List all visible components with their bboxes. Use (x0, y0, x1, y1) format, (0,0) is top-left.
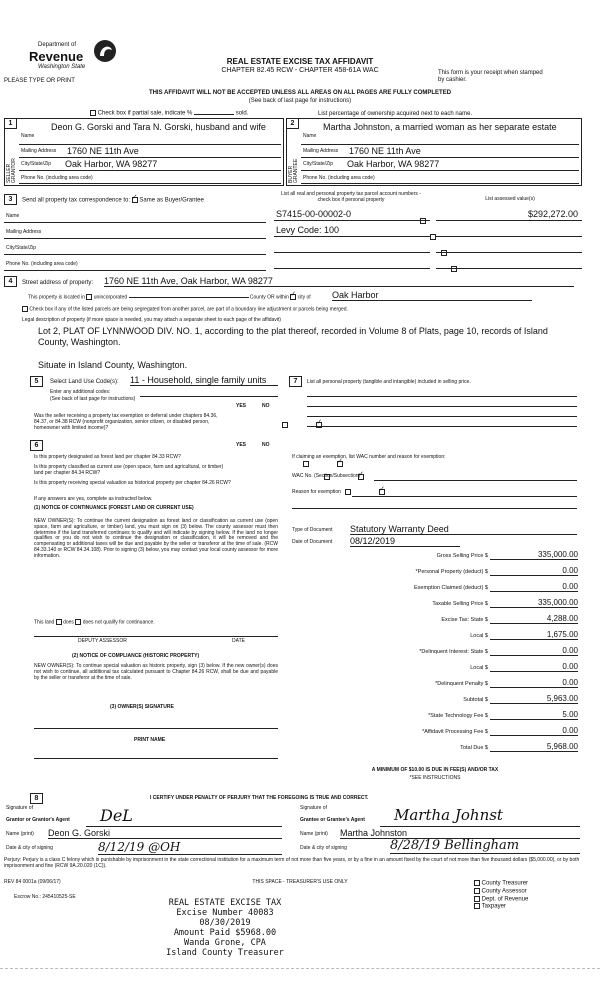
amount-label: Total Due $ (460, 745, 488, 751)
additional-codes-note: (See back of last page for instructions) (50, 396, 136, 402)
list-percentage: List percentage of ownership acquired next to each name. (318, 111, 473, 117)
amount-label: Taxable Selling Price $ (432, 601, 488, 607)
grantee-agent-label: Grantee or Grantee's Agent (300, 817, 365, 823)
amount-value[interactable]: 4,288.00 (490, 614, 578, 624)
exemption-yes-checkbox[interactable] (282, 422, 288, 428)
parcel-number[interactable]: S7415-00-00002-0 (276, 209, 352, 219)
amount-value[interactable]: 5,968.00 (490, 742, 578, 752)
legal-description[interactable]: Lot 2, PLAT OF LYNNWOOD DIV. NO. 1, according to the plat thereof, recorded in Volume 8 of Plats, page 10, records of Island County, Washington. (38, 326, 548, 347)
grantee-signature[interactable]: Martha Johnst (394, 806, 503, 824)
seller-phone-label: Phone No. (including area code) (21, 175, 93, 181)
amount-label: Subtotal $ (463, 697, 488, 703)
owner-signature-label: (3) OWNER(S) SIGNATURE (110, 704, 174, 710)
amount-value[interactable]: 0.00 (490, 566, 578, 576)
escrow-number: Escrow No.: 245410525-SE (14, 894, 76, 900)
grantor-name-label: Name (print) (6, 831, 34, 837)
notice1-title: (1) NOTICE OF CONTINUANCE (FOREST LAND OR CURRENT USE) (34, 505, 194, 511)
reason-label: Reason for exemption (292, 489, 341, 495)
receipt-note: This form is your receipt when stamped by cashier. (438, 70, 543, 84)
grantor-signature[interactable]: DeL (100, 806, 133, 825)
wac-label: WAC No. (Section/Subsection) (292, 473, 361, 479)
amount-value[interactable]: 0.00 (490, 662, 578, 672)
buyer-name[interactable]: Martha Johnston, a married woman as her separate estate (323, 122, 557, 132)
forest-yes-checkbox[interactable] (303, 461, 309, 467)
deputy-assessor-label: DEPUTY ASSESSOR (78, 638, 127, 644)
forest-question: Is this property designated as forest land per chapter 84.33 RCW? (34, 454, 181, 460)
deputy-date-label: DATE (232, 638, 245, 644)
amount-value[interactable]: 1,675.00 (490, 630, 578, 640)
amount-label: Excise Tax: State $ (441, 617, 488, 623)
certify-statement: I CERTIFY UNDER PENALTY OF PERJURY THAT THE FOREGOING IS TRUE AND CORRECT. (150, 795, 369, 801)
seller-city-label: City/State/Zip (21, 161, 52, 167)
s6-no: NO (262, 442, 270, 448)
grantee-name[interactable]: Martha Johnston (340, 828, 580, 839)
street-label: Street address of property: (22, 280, 94, 286)
copy-county-assessor[interactable]: County Assessor (474, 888, 528, 896)
partial-sale-checkbox[interactable] (90, 110, 96, 116)
personal-property-label: List all personal property (tangible and intangible) included in selling price. (307, 379, 471, 385)
doc-type[interactable]: Statutory Warranty Deed (350, 524, 577, 535)
s5-no: NO (262, 403, 270, 409)
amount-label: *Delinquent Interest: State $ (419, 649, 488, 655)
located-in: This property is located in unincorporated County OR within ✓ city of (28, 294, 311, 301)
print-name-label: PRINT NAME (134, 737, 166, 743)
amount-value[interactable]: 5,963.00 (490, 694, 578, 704)
form-title: REAL ESTATE EXCISE TAX AFFIDAVIT (226, 57, 374, 66)
buyer-mail-label: Mailing Address (303, 148, 339, 154)
amount-label: Local $ (470, 665, 488, 671)
legal-label: Legal description of property (if more space is needed, you may attach a separate sheet to each page of the affidavit) (22, 317, 281, 323)
parcel-header: List all real and personal property tax parcel account numbers - check box if personal property (281, 191, 421, 203)
section-8-number: 8 (30, 793, 43, 804)
legal-situate[interactable]: Situate in Island County, Washington. (38, 360, 188, 370)
buyer-city[interactable]: Oak Harbor, WA 98277 (347, 159, 440, 169)
revenue-swirl-icon (92, 38, 118, 64)
section-number: 2 (286, 118, 299, 129)
land-does-checkbox[interactable] (56, 619, 62, 625)
land-use-code[interactable]: 11 - Household, single family units (130, 375, 278, 386)
grantor-date-label: Date & city of signing (6, 845, 53, 851)
same-as-buyer-checkbox[interactable] (132, 197, 138, 203)
amount-label: *Delinquent Penalty $ (435, 681, 488, 687)
rev-number: REV 84 0001a (09/06/17) (4, 879, 61, 885)
amount-value[interactable]: 0.00 (490, 678, 578, 688)
grantee-sig-label: Signature of (300, 805, 327, 811)
assessed-header: List assessed value(s) (485, 196, 535, 202)
section-7-number: 7 (289, 376, 302, 387)
seller-side-label: SELLER GRANTOR (6, 158, 17, 183)
grantor-name[interactable]: Deon G. Gorski (48, 828, 282, 839)
seller-name-label: Name (21, 133, 35, 139)
form-chapter: CHAPTER 82.45 RCW - CHAPTER 458-61A WAC (221, 67, 379, 74)
seller-mail-label: Mailing Address (21, 148, 57, 154)
doc-date-label: Date of Document (292, 539, 333, 545)
seller-name[interactable]: Deon G. Gorski and Tara N. Gorski, husband and wife (51, 122, 266, 132)
seller-mail[interactable]: 1760 NE 11th Ave (67, 146, 139, 156)
see-back: (See back of last page for instructions) (248, 98, 352, 104)
segregated-checkbox[interactable] (22, 306, 28, 312)
section-2-buyer (286, 118, 582, 186)
forest-no-checkbox[interactable] (337, 461, 343, 467)
s6-yes: YES (236, 442, 247, 448)
please-type: PLEASE TYPE OR PRINT (4, 78, 75, 84)
buyer-side-label: BUYER GRANTEE (288, 158, 299, 183)
amount-value[interactable]: 335,000.00 (490, 598, 578, 608)
see-instructions: *SEE INSTRUCTIONS (409, 775, 461, 781)
section-1-seller (4, 118, 284, 186)
amount-label: *Personal Property (deduct) $ (415, 569, 488, 575)
logo-state: Washington State (38, 64, 86, 70)
amount-value[interactable]: 335,000.00 (490, 550, 578, 560)
amount-value[interactable]: 0.00 (490, 646, 578, 656)
copy-taxpayer[interactable]: Taxpayer (474, 903, 528, 911)
buyer-name-label: Name (303, 133, 317, 139)
amount-value[interactable]: 0.00 (490, 726, 578, 736)
corr-mail-label: Mailing Address (6, 229, 42, 235)
section-number: 1 (4, 118, 17, 129)
logo-revenue: Revenue (29, 49, 84, 64)
historic-no-checkbox[interactable] (379, 489, 385, 495)
grantor-sig-label: Signature of (6, 805, 33, 811)
amount-value[interactable]: 0.00 (490, 582, 578, 592)
notice1-body: NEW OWNER(S): To continue the current designation as forest land or classification as current use (open space, farm and agriculture, or timber) land, you must sign on (3) below. The county assessor must then determine if the land transferred continues to qualify and will indicate by signing below. If the land no longer qualifies or you do not wish to continue the designation or classification, it will be removed and the compensating or additional taxes will be due and payable by the seller or transferor at the time of sale. (RCW 84.33.140 or RCW 84.34.108). Prior to signing (3) below, you may contact your local county assessor for more information. (34, 518, 279, 559)
amount-label: Exemption Claimed (deduct) $ (414, 585, 488, 591)
amount-value[interactable]: 5.00 (490, 710, 578, 720)
land-qualify: This land does does not qualify for continuance. (34, 619, 155, 626)
historic-question: Is this property receiving special valuation as historical property per chapter 84.26 RCW? (34, 480, 231, 486)
amounts-table (290, 550, 580, 760)
treasurer-space: THIS SPACE - TREASURER'S USE ONLY (252, 879, 348, 885)
section-5-number: 5 (30, 376, 43, 387)
warning-line: THIS AFFIDAVIT WILL NOT BE ACCEPTED UNLESS ALL AREAS ON ALL PAGES ARE FULLY COMPLETED (148, 90, 452, 96)
buyer-phone-label: Phone No. (including area code) (303, 175, 375, 181)
grantor-agent-label: Grantor or Grantor's Agent (6, 817, 70, 823)
unincorporated-checkbox[interactable] (86, 294, 92, 300)
notice2-title: (2) NOTICE OF COMPLIANCE (HISTORIC PROPERTY) (72, 653, 200, 659)
partial-sale: Check box if partial sale, indicate % sold. (90, 110, 248, 118)
additional-codes: Enter any additional codes: (50, 389, 111, 395)
buyer-mail[interactable]: 1760 NE 11th Ave (349, 146, 421, 156)
notice2-body: NEW OWNER(S): To continue special valuation as historic property, sign (3) below. If the new owner(s) does not wish to continue, all additional tax calculated pursuant to Chapter 84.26 RCW, shall be due and payable by the seller or transferor at the time of sale. (34, 663, 278, 681)
revenue-logo (20, 36, 130, 80)
logo-dept: Department of (38, 42, 77, 48)
corr-city-label: City/State/Zip (6, 245, 37, 251)
segregated-note: Check box if any of the listed parcels are being segregated from another parcel, are part of a boundary line adjustment or parcels being merged. (22, 306, 348, 313)
send-correspondence: Send all property tax correspondence to: ✓ Same as Buyer/Grantee (22, 197, 204, 205)
copy-checklist (474, 880, 528, 911)
s5-yes: YES (236, 403, 247, 409)
minimum-fee: A MINIMUM OF $10.00 IS DUE IN FEE(S) AND/OR TAX (371, 767, 499, 773)
section-4-number: 4 (4, 276, 17, 287)
located-city[interactable]: Oak Harbor (332, 290, 532, 301)
amount-label: *State Technology Fee $ (428, 713, 488, 719)
land-does-not-checkbox[interactable] (75, 619, 81, 625)
amount-label: Gross Selling Price $ (436, 553, 488, 559)
street-address[interactable]: 1760 NE 11th Ave, Oak Harbor, WA 98277 (104, 276, 574, 287)
corr-name-label: Name (6, 213, 20, 219)
scan-edge (0, 968, 600, 969)
if-yes-note: If any answers are yes, complete as instructed below. (34, 496, 153, 502)
claiming-exemption: If claiming an exemption, list WAC number and reason for exemption: (292, 454, 446, 460)
levy-code[interactable]: Levy Code: 100 (276, 225, 340, 235)
buyer-city-label: City/State/Zip (303, 161, 334, 167)
corr-phone-label: Phone No. (including area code) (6, 261, 78, 267)
historic-yes-checkbox[interactable] (345, 489, 351, 495)
copy-county-treasurer[interactable]: County Treasurer (474, 880, 528, 888)
land-use-label: Select Land Use Code(s): (50, 379, 119, 385)
perjury-note: Perjury: Perjury is a class C felony which is punishable by imprisonment in the state correctional institution for a maximum term of not more than five years, or by a fine in an amount fixed by the court of not more than five thousand dollars ($5,000.00), or by both imprisonment and fine (RCW 9A.20.020 (1C)). (4, 857, 580, 869)
doc-date[interactable]: 08/12/2019 (350, 536, 460, 547)
exemption-question: Was the seller receiving a property tax exemption or deferral under chapters 84.36, 84.37, or 84.38 RCW (nonprofit organization, senior citizen, or disabled person, homeowner with limited income)? (34, 413, 218, 431)
amount-label: *Affidavit Processing Fee $ (422, 729, 488, 735)
current-use-question: Is this property classified as current use (open space, farm and agricultural, or timber) land per chapter 84.34 RCW? (34, 464, 224, 476)
grantee-date-label: Date & city of signing (300, 845, 347, 851)
section-6-number: 6 (30, 440, 43, 451)
grantee-date[interactable]: 8/28/19 Bellingham (390, 838, 580, 854)
section-3-number: 3 (4, 194, 17, 205)
within-city-checkbox[interactable] (290, 294, 296, 300)
amount-label: Local $ (470, 633, 488, 639)
treasurer-stamp: REAL ESTATE EXCISE TAX Excise Number 40083 08/30/2019 Amount Paid $5968.00 Wanda Grone, CPA Island County Treasurer (166, 898, 284, 958)
grantee-name-label: Name (print) (300, 831, 328, 837)
copy-dept-revenue[interactable]: Dept. of Revenue (474, 896, 528, 904)
assessed-value[interactable]: $292,272.00 (527, 209, 578, 219)
grantor-date[interactable]: 8/12/19 @OH (98, 840, 282, 855)
seller-city[interactable]: Oak Harbor, WA 98277 (65, 159, 158, 169)
doc-type-label: Type of Document (292, 527, 333, 533)
